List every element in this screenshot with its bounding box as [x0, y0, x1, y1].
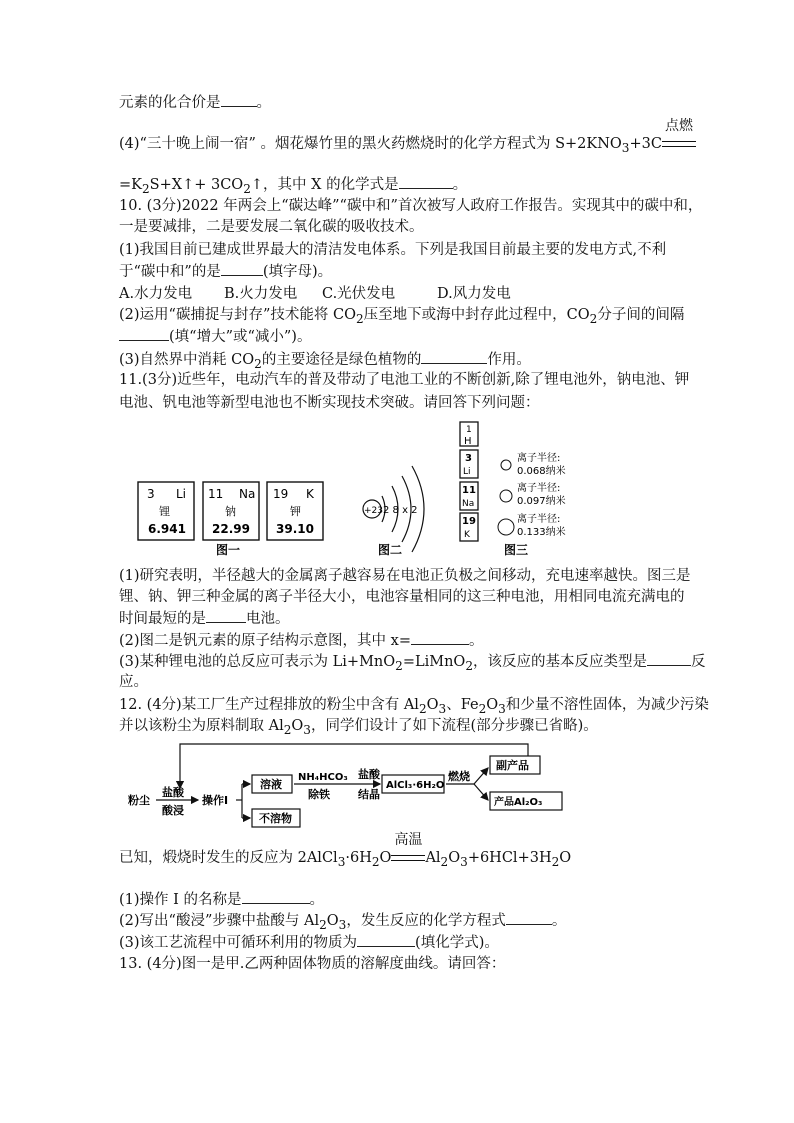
- subscript: 2: [371, 854, 380, 869]
- figure-caption: 图一: [216, 543, 241, 557]
- subscript: 2: [418, 701, 427, 716]
- flow-label-insoluble: 不溶物: [259, 812, 292, 825]
- text: 的主要途径是绿色植物的: [261, 352, 422, 368]
- subscript: 2: [440, 854, 449, 869]
- text: 反: [691, 654, 706, 670]
- text: =K: [119, 177, 142, 193]
- atomic-mass: 39.10: [276, 522, 314, 536]
- answer-blank[interactable]: [242, 889, 310, 904]
- flow-label-byproduct: 副产品: [496, 759, 529, 772]
- atomic-number: 3: [147, 487, 155, 501]
- condition-label: 点燃: [664, 118, 693, 134]
- ion-circle-na: [500, 490, 512, 502]
- text: O: [426, 697, 439, 713]
- flow-label-crystallize: 结晶: [358, 788, 380, 801]
- text: (3)自然界中消耗 CO: [119, 352, 255, 368]
- atomic-number: 11: [462, 485, 476, 496]
- text: (1)操作 I 的名称是: [119, 892, 242, 908]
- text: ，发生反应的化学方程式: [346, 913, 506, 929]
- radius-label: 离子半径:: [517, 483, 561, 494]
- figure-3: [460, 422, 566, 557]
- answer-blank[interactable]: [119, 326, 169, 341]
- flow-label-dust: 粉尘: [128, 794, 150, 807]
- flow-label-alcl3: AlCl₃·6H₂O: [386, 780, 445, 791]
- text: 时间最短的是: [119, 611, 206, 627]
- option-d: D.风力发电: [437, 286, 511, 302]
- question-11-3: [119, 651, 706, 676]
- text: (2)写出“酸浸”步骤中盐酸与 Al: [119, 913, 320, 929]
- atomic-mass: 6.941: [148, 522, 186, 536]
- ion-circle-li: [501, 460, 511, 470]
- option-c: C.光伏发电: [322, 286, 396, 302]
- atomic-number: 1: [466, 425, 472, 435]
- text: 。: [551, 913, 567, 929]
- element-symbol: Na: [239, 487, 256, 501]
- answer-blank[interactable]: [411, 630, 469, 645]
- text: (填“增大”或“减小”)。: [169, 329, 312, 345]
- text: O: [486, 697, 499, 713]
- figure-1: [138, 482, 323, 557]
- flow-arrow: [474, 784, 488, 800]
- option-b: B.火力发电: [224, 286, 298, 302]
- text: S+X↑+ 3CO: [149, 177, 244, 193]
- text: =LiMnO: [402, 654, 466, 670]
- radius-label: 离子半径:: [517, 453, 561, 464]
- answer-blank[interactable]: [647, 651, 691, 666]
- flow-label-reagent: NH₄HCO₃: [298, 772, 348, 783]
- answer-blank[interactable]: [399, 174, 453, 189]
- question-10-1-line2: [119, 261, 332, 282]
- text: O: [291, 718, 304, 734]
- flow-label-fe-removal: 除铁: [308, 788, 330, 801]
- option-a: A.水力发电: [119, 286, 193, 302]
- atomic-number: 11: [208, 487, 224, 501]
- subscript: 3: [498, 701, 506, 716]
- radius-value: 0.097纳米: [517, 496, 566, 507]
- figures-q11: [130, 418, 600, 560]
- figure-2-atom-structure: [363, 466, 424, 557]
- text: (2)运用“碳捕捉与封存”技术能将 CO: [119, 307, 356, 323]
- question-11-1: (1)研究表明，半径越大的金属离子越容易在电池正负极之间移动，充电速率越快。图三是: [119, 568, 691, 584]
- text: (3)该工艺流程中可循环利用的物质为: [119, 935, 358, 951]
- figure-caption: 图二: [378, 543, 403, 557]
- text: 。: [256, 95, 271, 111]
- radius-value: 0.068纳米: [517, 466, 566, 477]
- answer-blank[interactable]: [221, 92, 257, 107]
- question-11-stem: 电池、钒电池等新型电池也不断实现技术突破。请回答下列问题：: [119, 395, 540, 411]
- element-symbol: Li: [176, 487, 187, 501]
- ion-circle-k: [498, 519, 514, 535]
- atomic-mass: 22.99: [212, 522, 250, 536]
- flow-label-product: 产品Al₂O₃: [494, 797, 543, 808]
- subscript: 2: [589, 311, 598, 326]
- text: 作用。: [487, 352, 531, 368]
- radius-value: 0.133纳米: [517, 527, 566, 538]
- flow-label-acid: 盐酸: [358, 768, 380, 781]
- text: 分子间的间隔: [597, 307, 685, 323]
- subscript: 2: [478, 701, 487, 716]
- text: (填化学式)。: [415, 935, 499, 951]
- equals-sign: [662, 141, 696, 147]
- subscript: 2: [254, 356, 262, 371]
- text: O: [448, 850, 461, 866]
- subscript: 3: [621, 140, 630, 155]
- known-reaction: [119, 832, 572, 872]
- text: 。: [452, 177, 468, 193]
- flow-label-calcine: 燃烧: [448, 770, 470, 783]
- subscript: 2: [243, 181, 251, 196]
- answer-blank[interactable]: [357, 932, 415, 947]
- element-name: 钾: [290, 505, 301, 518]
- subscript: 3: [460, 854, 468, 869]
- element-symbol: K: [464, 530, 470, 540]
- text: (4)“三十晚上闹一宿” 。烟花爆竹里的黑火药燃烧时的化学方程式为 S+2KNO: [119, 136, 622, 152]
- text: 和少量不溶性固体，为减少污染: [505, 697, 709, 713]
- question-10-2-line2: [119, 326, 311, 347]
- subscript: 2: [465, 658, 474, 673]
- flow-label-leach: 酸浸: [162, 804, 184, 817]
- text: ，同学们设计了如下流程(部分步骤已省略)。: [310, 718, 598, 734]
- atomic-number: 19: [273, 487, 289, 501]
- question-10-stem: 一是要减排，二是要发展二氧化碳的吸收技术。: [119, 219, 424, 235]
- text: ，该反应的基本反应类型是: [473, 654, 648, 670]
- text: 、Fe: [446, 697, 479, 713]
- text: ↑，其中 X 的化学式是: [250, 177, 399, 193]
- question-12-stem: [119, 716, 598, 740]
- subscript: 2: [283, 722, 292, 737]
- nucleus-charge: +23: [364, 506, 383, 516]
- question-11-1-line3: [119, 608, 290, 629]
- flow-label-acid: 盐酸: [162, 786, 184, 799]
- element-name: 锂: [159, 505, 170, 518]
- subscript: 2: [319, 917, 327, 932]
- shell-electrons: 2 8 x 2: [383, 505, 418, 516]
- text: +6HCl+3H: [467, 850, 552, 866]
- flow-arrow: [474, 768, 488, 784]
- equals-sign: [391, 855, 425, 861]
- subscript: 2: [395, 658, 403, 673]
- condition-label: 高温: [394, 832, 423, 848]
- flow-label-operation: 操作I: [202, 794, 229, 807]
- text: ·6H: [345, 850, 372, 866]
- process-flow-diagram: [118, 738, 568, 834]
- subscript: 2: [141, 181, 150, 196]
- question-4-line1: [119, 118, 696, 158]
- text: 元素的化合价是: [119, 95, 221, 111]
- text: (填字母)。: [262, 264, 333, 280]
- text: (2)图二是钒元素的原子结构示意图，其中 x=: [119, 633, 411, 649]
- question-12-3: [119, 932, 499, 953]
- subscript: 2: [551, 854, 560, 869]
- text: O: [559, 850, 572, 866]
- text: 已知，煅烧时发生的反应为 2AlCl: [119, 850, 338, 866]
- answer-blank[interactable]: [506, 910, 552, 925]
- question-11-3-line2: 应。: [119, 674, 148, 690]
- reaction-condition: [662, 118, 696, 154]
- text: 12. (4分)某工厂生产过程排放的粉尘中含有 Al: [119, 697, 419, 713]
- answer-blank[interactable]: [221, 261, 263, 276]
- answer-blank[interactable]: [421, 349, 487, 364]
- text: O: [326, 913, 339, 929]
- subscript: 3: [338, 917, 347, 932]
- flow-label-solution: 溶液: [260, 778, 282, 791]
- element-symbol: Li: [463, 467, 471, 477]
- subscript: 3: [438, 701, 447, 716]
- text: 并以该粉尘为原料制取 Al: [119, 718, 284, 734]
- text: 电池。: [246, 611, 290, 627]
- question-11-stem: 11.(3分)近些年，电动汽车的普及带动了电池工业的不断创新,除了锂电池外，钠电池、钾: [119, 372, 690, 388]
- text-line: [119, 92, 271, 113]
- question-13-stem: 13. (4分)图一是甲.乙两种固体物质的溶解度曲线。请回答：: [119, 956, 506, 972]
- reaction-condition: [391, 832, 425, 868]
- element-symbol: K: [306, 487, 314, 501]
- subscript: 2: [355, 311, 364, 326]
- text: 。: [309, 892, 324, 908]
- atomic-number: 3: [465, 453, 472, 464]
- element-name: 钠: [225, 505, 236, 518]
- text: Al: [425, 850, 441, 866]
- text: 。: [468, 633, 484, 649]
- answer-blank[interactable]: [206, 608, 246, 623]
- atomic-number: 19: [462, 516, 476, 527]
- question-10-stem: 10. (3分)2022 年两会上“碳达峰”“碳中和”首次被写人政府工作报告。实现其中的碳中和，: [119, 198, 703, 214]
- figure-caption: 图三: [504, 543, 529, 557]
- element-symbol: H: [464, 436, 472, 447]
- text: 压至地下或海中封存此过程中，CO: [363, 307, 590, 323]
- subscript: 3: [303, 722, 311, 737]
- text: (3)某种锂电池的总反应可表示为 Li+MnO: [119, 654, 396, 670]
- question-11-2: [119, 630, 483, 651]
- text: O: [379, 850, 392, 866]
- text: +3C: [629, 136, 662, 152]
- text: 于“碳中和”的是: [119, 264, 221, 280]
- question-11-1: 锂、钠、钾三种金属的离子半径大小，电池容量相同的这三种电池，用相同电流充满电的: [119, 589, 685, 605]
- radius-label: 离子半径:: [517, 514, 561, 525]
- question-10-1: (1)我国目前已建成世界最大的清洁发电体系。下列是我国目前最主要的发电方式,不利: [119, 242, 667, 258]
- question-12-1: [119, 889, 324, 910]
- subscript: 3: [337, 854, 346, 869]
- element-symbol: Na: [462, 499, 475, 509]
